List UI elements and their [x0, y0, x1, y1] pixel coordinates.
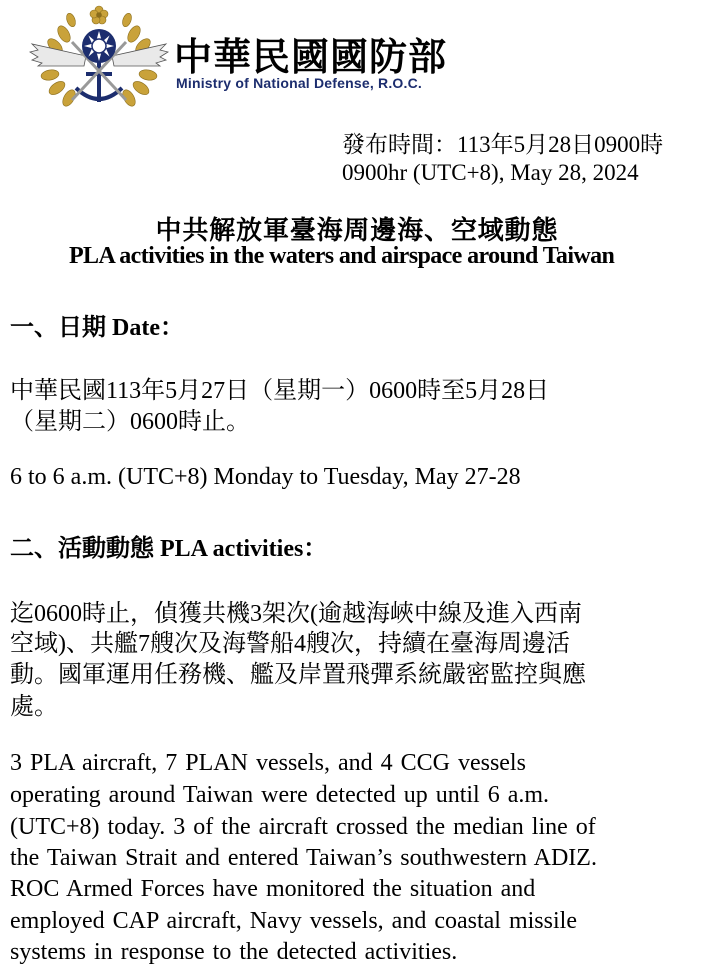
- org-name-zh: 中華民國國防部: [174, 37, 448, 79]
- activities-section-heading: 二、活動動態 PLA activities：: [10, 536, 328, 562]
- release-time-en: 0900hr (UTC+8), May 28, 2024: [342, 160, 639, 185]
- title-zh: 中共解放軍臺海周邊海、空域動態: [155, 216, 559, 245]
- activities-zh-line: 動。國軍運用任務機、艦及岸置飛彈系統嚴密監控與應: [10, 662, 586, 688]
- activities-en-line: systems in response to the detected activities.: [10, 939, 458, 965]
- activities-en-line: (UTC+8) today. 3 of the aircraft crossed the median line of: [10, 814, 596, 840]
- date-section-heading: 一、日期 Date：: [10, 315, 184, 341]
- activities-en-line: ROC Armed Forces have monitored the situation and: [10, 876, 536, 902]
- activities-en-line: the Taiwan Strait and entered Taiwan’s southwestern ADIZ.: [10, 845, 597, 871]
- title-en: PLA activities in the waters and airspace around Taiwan: [69, 243, 615, 269]
- date-zh-line: （星期二）0600時止。: [10, 409, 250, 435]
- date-zh-line: 中華民國113年5月27日（星期一）0600時至5月28日: [10, 378, 550, 404]
- mnd-emblem-logo: [24, 4, 174, 116]
- activities-zh-line: 空域)、共艦7艘次及海警船4艘次，持續在臺海周邊活: [10, 631, 570, 657]
- activities-en-line: employed CAP aircraft, Navy vessels, and coastal missile: [10, 908, 577, 934]
- activities-zh-line: 處。: [10, 694, 58, 720]
- release-time-zh: 發布時間：113年5月28日0900時: [342, 132, 664, 157]
- date-en-line: 6 to 6 a.m. (UTC+8) Monday to Tuesday, May 27-28: [10, 464, 521, 490]
- plum-blossom-icon: [90, 6, 108, 24]
- activities-en-line: operating around Taiwan were detected up until 6 a.m.: [10, 782, 550, 808]
- org-name-en: Ministry of National Defense, R.O.C.: [176, 75, 423, 91]
- activities-en-line: 3 PLA aircraft, 7 PLAN vessels, and 4 CCG vessels: [10, 750, 526, 776]
- white-sun-emblem-icon: [82, 29, 116, 63]
- activities-zh-line: 迄0600時止，偵獲共機3架次(逾越海峽中線及進入西南: [10, 601, 582, 627]
